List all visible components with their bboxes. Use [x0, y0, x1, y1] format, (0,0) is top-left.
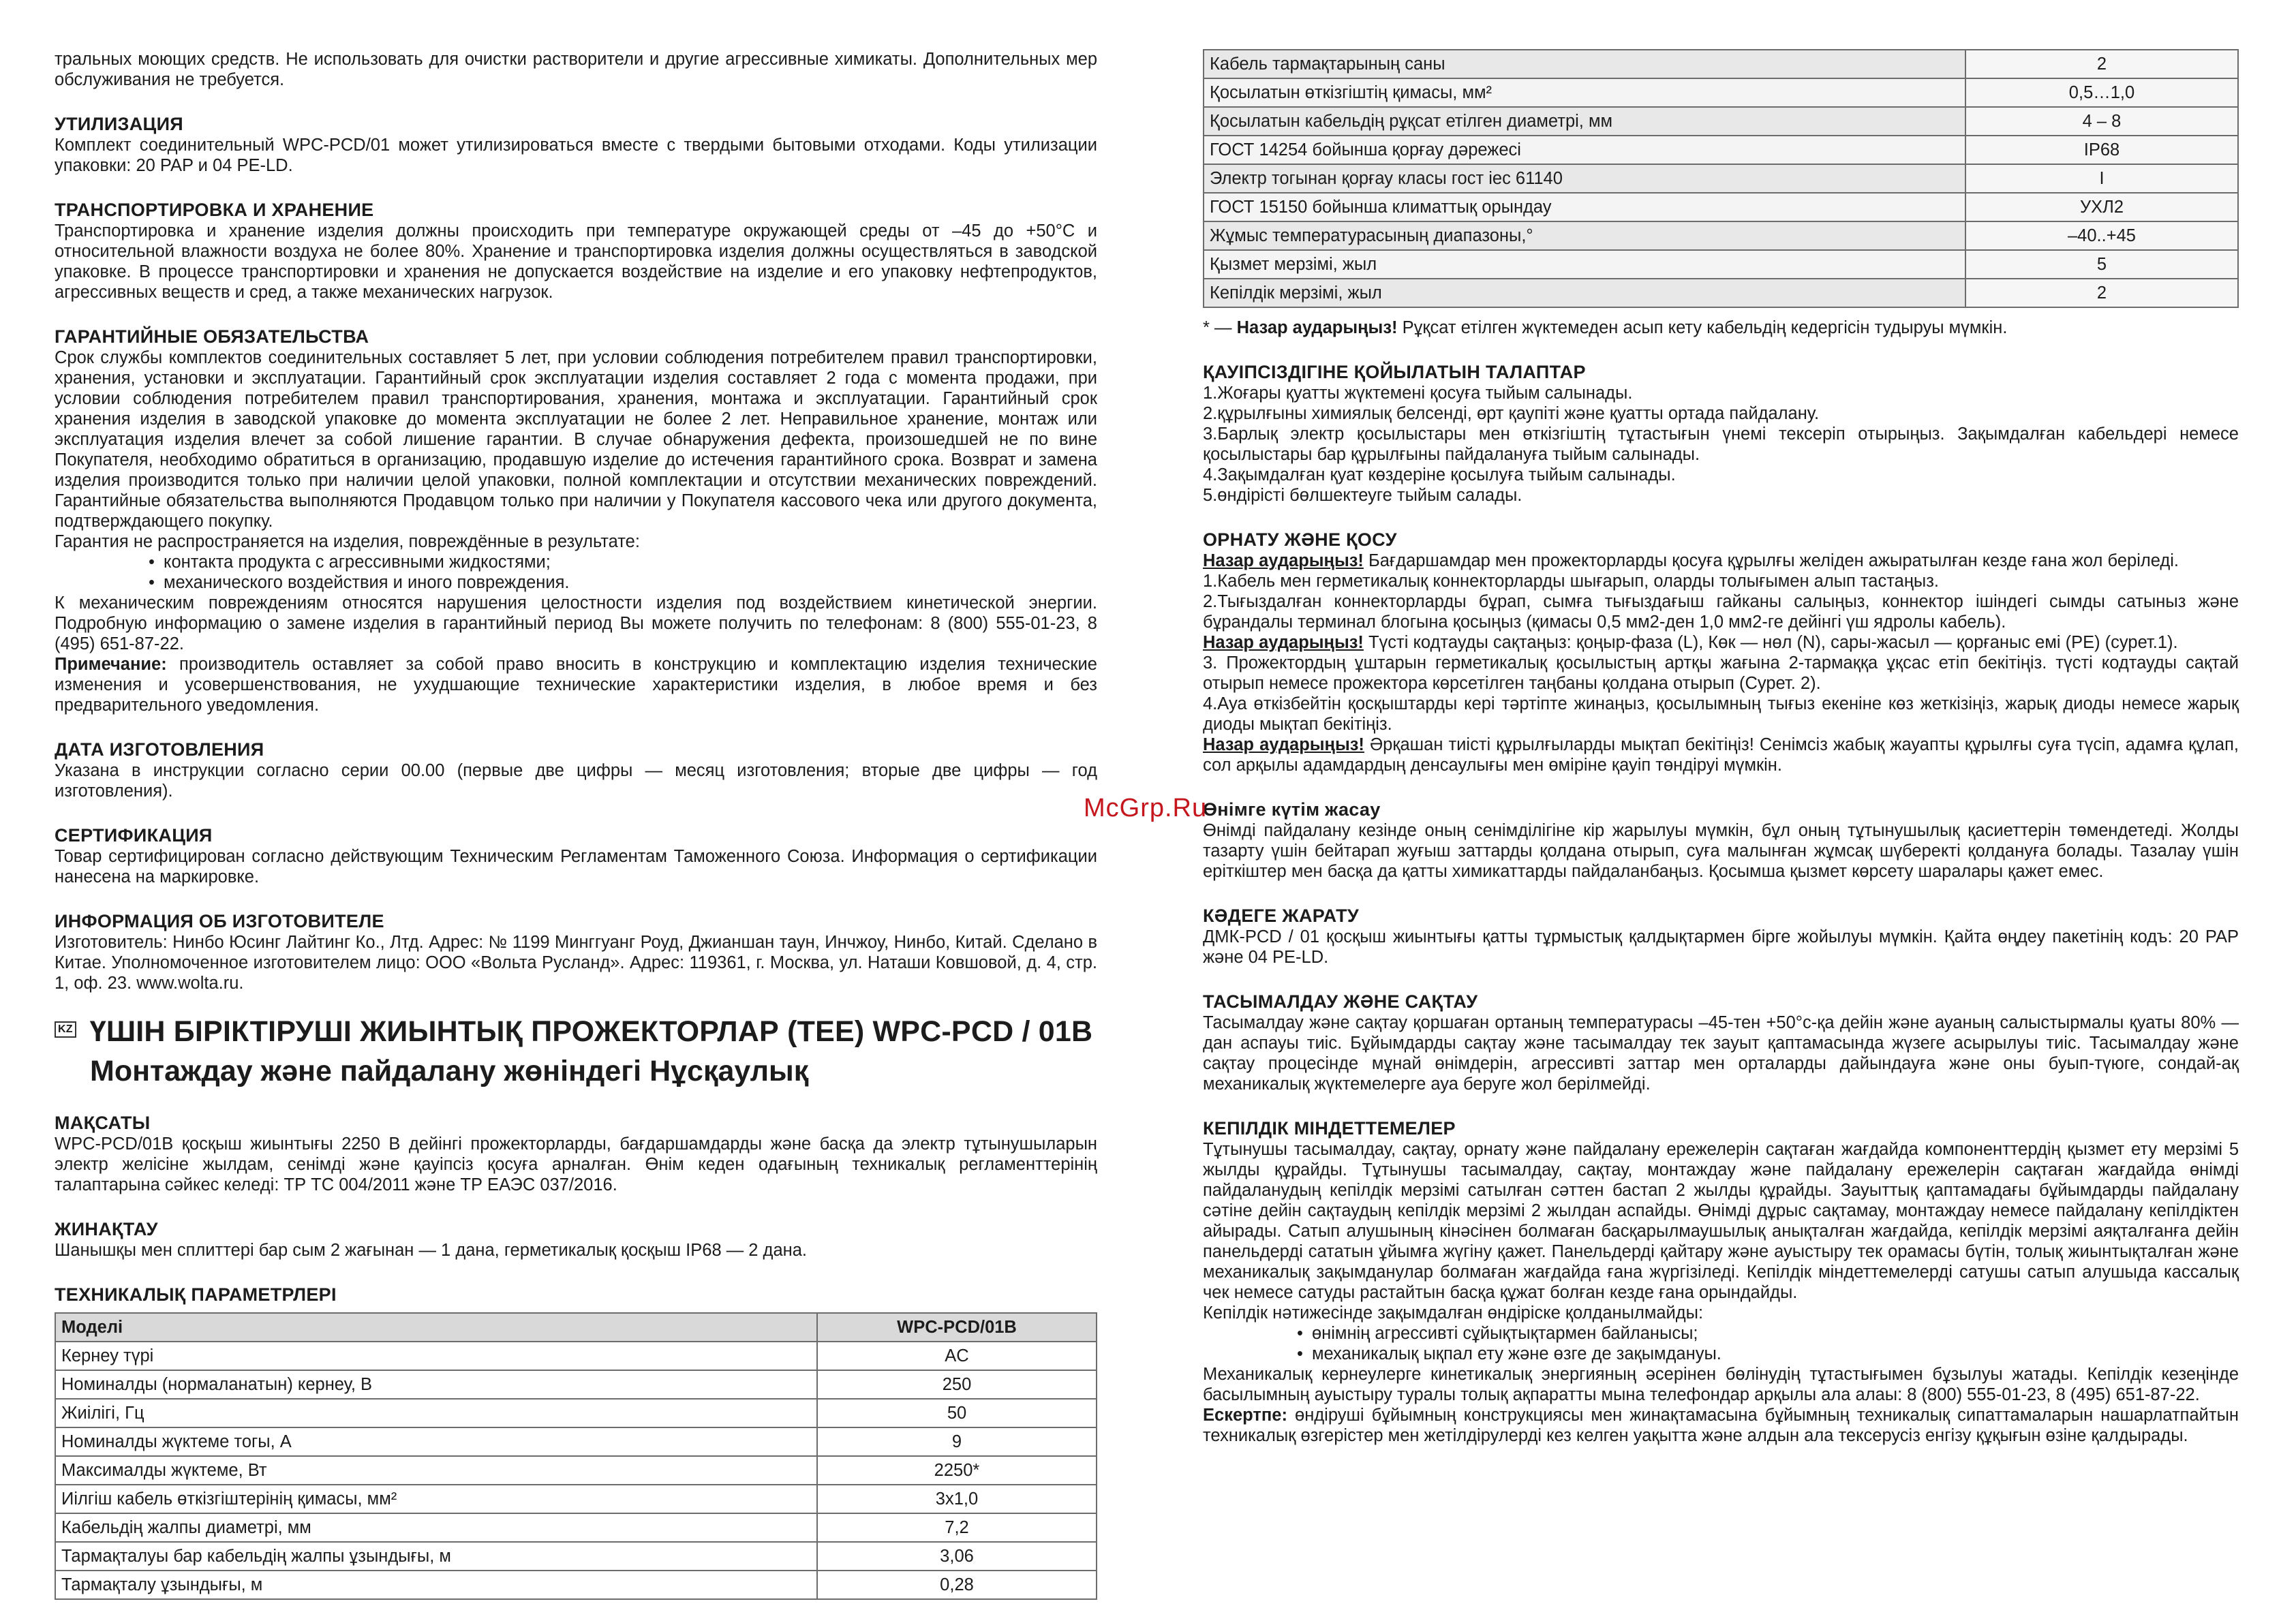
param-label: Кабельдің жалпы диаметрі, мм	[55, 1513, 817, 1542]
param-value: I	[1965, 164, 2238, 193]
table-row	[1204, 50, 2238, 78]
table-row	[1204, 136, 2238, 164]
safety-heading: ҚАУІПСІЗДІГІНЕ ҚОЙЫЛАТЫН ТАЛАПТАР	[1203, 362, 1586, 382]
manufacturer-heading: ИНФОРМАЦИЯ ОБ ИЗГОТОВИТЕЛЕ	[55, 911, 384, 931]
list-item: • механического воздействия и иного повреждения.	[164, 572, 1097, 593]
install-step-1: 1.Кабель мен герметикалық коннекторларды шығарып, оларды толығымен алып тастаңыз.	[1203, 572, 1940, 591]
table-row	[55, 1542, 1097, 1571]
table-header-product: WPC-PCD/01B	[817, 1313, 1097, 1342]
table-row	[1204, 164, 2238, 193]
install-attention-3	[1203, 735, 2239, 775]
kit-text: Шанышқы мен сплиттері бар сым 2 жағынан — 1 дана, герметикалық қосқыш IP68 — 2 дана.	[55, 1241, 807, 1260]
tech-heading: ТЕХНИКАЛЫҚ ПАРАМЕТРЛЕРІ	[55, 1284, 337, 1305]
table-row	[55, 1485, 1097, 1513]
list-item: • механикалық ықпал ету және өзге де зақымдануы.	[1312, 1344, 2239, 1364]
footnote-prefix: * —	[1203, 318, 1237, 337]
table-row	[55, 1427, 1097, 1456]
safety-item: 4.Зақымдалған қуат көздеріне қосылуға тыйым салынады.	[1203, 465, 1676, 484]
disposal-heading: КӘДЕГЕ ЖАРАТУ	[1203, 906, 1360, 926]
attention-label: Назар аударыңыз!	[1203, 551, 1364, 570]
manufacture-date-text: Указана в инструкции согласно серии 00.00 (первые две цифры — месяц изготовления; вторые две цифры — год изготовления).	[55, 761, 1097, 801]
param-label: Қосылатын өткізгіштің қимасы, мм²	[1204, 78, 1965, 107]
manufacturer-text: Изготовитель: Нинбо Юсинг Лайтинг Ко., Лтд. Адрес: № 1199 Минггуанг Роуд, Джианшан таун, Инчжоу, Нинбо, Китай. Сделано в Китае. Уполномоченное изготовителем лицо: ООО «Вольта Русланд». Адрес: 119361, г. Москва, ул. Наташи Ковшовой, д. 4, стр. 1, оф. 23. www.wolta.ru.	[55, 933, 1097, 993]
watermark-logo: McGrp.Ru	[1084, 794, 1208, 822]
param-label: ГОСТ 15150 бойынша климаттық орындау	[1204, 193, 1965, 221]
safety-item: 1.Жоғары қуатты жүктемені қосуға тыйым салынады.	[1203, 384, 1633, 403]
note-text: производитель оставляет за собой право вносить в конструкцию и комплектацию изделия технические изменения и усовершенствования, не ухудшающие технические характеристики изделия, в любое время и без предварительного уведомления.	[55, 655, 1097, 715]
tech-params-table-continued	[1203, 49, 2239, 308]
param-label: Кепілдік мерзімі, жыл	[1204, 279, 1965, 307]
param-value: 2	[1965, 279, 2238, 307]
kit-heading: ЖИНАҚТАУ	[55, 1219, 158, 1239]
warranty-note	[55, 654, 1097, 715]
note-text: өндіруші бұйымның конструкциясы мен жинақтамасына бұйымның техникалық сипаттамаларын нашарлатпайтын техникалық өзгерістер мен жетілдірулерді кез келген уақытта және алдын ала тексерусіз енгізу құқығын өзіне қалдырады.	[1203, 1406, 2239, 1445]
kz-transport-heading: ТАСЫМАЛДАУ ЖӘНЕ САҚТАУ	[1203, 991, 1478, 1012]
certification-heading: СЕРТИФИКАЦИЯ	[55, 825, 213, 846]
table-row	[1204, 78, 2238, 107]
param-label: ГОСТ 14254 бойынша қорғау дәрежесі	[1204, 136, 1965, 164]
transport-heading: ТРАНСПОРТИРОВКА И ХРАНЕНИЕ	[55, 200, 374, 220]
kz-warranty-exclusions-list	[1203, 1323, 2239, 1364]
table-row	[1204, 221, 2238, 250]
attention-label: Назар аударыңыз!	[1203, 735, 1364, 754]
table-footnote	[1203, 318, 2239, 338]
param-label: Тармақталуы бар кабельдің жалпы ұзындығы, м	[55, 1542, 817, 1571]
certification-text: Товар сертифицирован согласно действующим Техническим Регламентам Таможенного Союза. Информация о сертификации нанесена на маркировке.	[55, 847, 1097, 886]
table-row	[55, 1571, 1097, 1599]
intro-text: тральных моющих средств. Не использовать для очистки растворители и другие агрессивные химикаты. Дополнительных мер обслуживания не требуется.	[55, 50, 1097, 89]
care-heading: Өнімге күтім жасау	[1203, 799, 1381, 820]
safety-item: 5.өндірісті бөлшектеуге тыйым салады.	[1203, 486, 1522, 505]
param-value: AC	[817, 1342, 1097, 1370]
param-value: 0,28	[817, 1571, 1097, 1599]
left-column	[55, 49, 1097, 1600]
install-heading: ОРНАТУ ЖӘНЕ ҚОСУ	[1203, 529, 1397, 550]
param-value: IP68	[1965, 136, 2238, 164]
table-row	[55, 1370, 1097, 1399]
param-value: 50	[817, 1399, 1097, 1427]
list-item: • өнімнің агрессивті сұйықтықтармен байланысы;	[1312, 1323, 2239, 1344]
footnote-text: Рұқсат етілген жүктемеден асып кету кабельдің кедергісін тудыруы мүмкін.	[1397, 318, 2008, 337]
tech-params-table	[55, 1312, 1097, 1600]
param-label: Тармақталу ұзындығы, м	[55, 1571, 817, 1599]
kz-warranty-heading: КЕПІЛДІК МІНДЕТТЕМЕЛЕР	[1203, 1118, 1456, 1139]
kz-title: ҮШІН БІРІКТІРУШІ ЖИЫНТЫҚ ПРОЖЕКТОРЛАР (ТЕЕ) WPC-PCD / 01B	[89, 1015, 1093, 1048]
param-label: Жиілігі, Гц	[55, 1399, 817, 1427]
param-value: 2	[1965, 50, 2238, 78]
param-value: 250	[817, 1370, 1097, 1399]
table-row	[1204, 279, 2238, 307]
param-value: 3,06	[817, 1542, 1097, 1571]
param-value: 4 – 8	[1965, 107, 2238, 136]
warranty-exclusions-list	[55, 552, 1097, 593]
param-value: 5	[1965, 250, 2238, 279]
table-row	[55, 1399, 1097, 1427]
kz-warranty-note	[1203, 1405, 2239, 1446]
footnote-attention: Назар аударыңыз!	[1236, 318, 1398, 337]
safety-item: 3.Барлық электр қосылыстары мен өткізгіштің тұтастығын үнемі тексеріп отырыңыз. Зақымдалған кабельдері немесе қосылыстары бар құрылғыны пайдалануға тыйым салынады.	[1203, 424, 2239, 464]
attention-text: Түсті кодтауды сақтаңыз: қоңыр-фаза (L), Көк — нөл (N), сары-жасыл — қорғаныс емі (PE) (сурет.1).	[1363, 633, 2178, 652]
note-label: Примечание:	[55, 655, 167, 674]
right-column	[1203, 49, 2239, 1446]
param-label: Иілгіш кабель өткізгіштерінің қимасы, мм²	[55, 1485, 817, 1513]
note-label: Ескертпе:	[1203, 1406, 1287, 1425]
warranty-heading: ГАРАНТИЙНЫЕ ОБЯЗАТЕЛЬСТВА	[55, 326, 369, 347]
kz-warranty-text-3: Механикалық кернеулерге кинетикалық энергияның әсерінен бөлінудің тұтастығымен бұзылуы жатады. Кепілдік кезеңінде басылымның ауыстыру туралы толық ақпаратты мына телефондар арқылы ала алаы: 8 (800) 555-01-23, 8 (495) 651-87-22.	[1203, 1365, 2239, 1404]
param-label: Жұмыс температурасының диапазоны,°	[1204, 221, 1965, 250]
install-step-4: 4.Ауа өткізбейтін қосқыштарды кері тәртіпте жинаңыз, қосылымның тығыз екеніне көз жеткізіңіз, жарық диоды немесе жарық диоды мықтап бекітіңіз.	[1203, 694, 2239, 734]
table-row	[1204, 107, 2238, 136]
table-header-row	[55, 1313, 1097, 1342]
param-value: –40..+45	[1965, 221, 2238, 250]
kz-language-badge: KZ	[55, 1021, 76, 1038]
param-label: Номиналды (нормаланатын) кернеу, В	[55, 1370, 817, 1399]
utilization-text: Комплект соединительный WPC-PCD/01 может утилизироваться вместе с твердыми бытовыми отходами. Коды утилизации упаковки: 20 PAP и 04 PE-LD.	[55, 136, 1097, 175]
install-attention-2	[1203, 632, 2239, 653]
param-label: Қосылатын кабельдің рұқсат етілген диаметрі, мм	[1204, 107, 1965, 136]
purpose-heading: МАҚСАТЫ	[55, 1113, 151, 1133]
list-item: • контакта продукта с агрессивными жидкостями;	[164, 552, 1097, 572]
safety-item: 2.құрылғыны химиялық белсенді, өрт қаупіті және қуатты ортада пайдалану.	[1203, 404, 1820, 423]
kz-title-line	[55, 1014, 1097, 1049]
table-row	[55, 1456, 1097, 1485]
param-label: Электр тогынан қорғау класы гост iec 61140	[1204, 164, 1965, 193]
install-attention-1	[1203, 551, 2239, 571]
warranty-text-1: Срок службы комплектов соединительных составляет 5 лет, при условии соблюдения потребителем правил транспортировки, хранения, установки и эксплуатации. Гарантийный срок эксплуатации изделия составляет 2 года с момента продажи, при условии соблюдения потребителем правил транспортирования, хранения, монтажа и эксплуатации. Гарантийный срок хранения изделия в заводской упаковке до момента эксплуатации не более 2 лет. Неправильное хранение, монтаж или эксплуатация изделия влечет за собой лишение гарантии. В случае обнаружения дефекта, произошедшей не по вине Покупателя, необходимо обратиться в организацию, продавшую изделие до истечения гарантийного срока. Возврат и замена изделия производится только при наличии целой упаковки, полной комплектации и отсутствии механических повреждений. Гарантийные обязательства выполняются Продавцом только при наличии у Покупателя кассового чека или другого документа, подтверждающего покупку.	[55, 348, 1097, 531]
table-header-model: Моделі	[55, 1313, 817, 1342]
manufacture-date-heading: ДАТА ИЗГОТОВЛЕНИЯ	[55, 739, 264, 760]
param-value: 9	[817, 1427, 1097, 1456]
param-value: 0,5…1,0	[1965, 78, 2238, 107]
table-row	[1204, 250, 2238, 279]
table-row	[55, 1342, 1097, 1370]
param-label: Қызмет мерзімі, жыл	[1204, 250, 1965, 279]
param-value: 2250*	[817, 1456, 1097, 1485]
care-text: Өнімді пайдалану кезінде оның сенімділігіне кір жарылуы мүмкін, бұл оның тұтынушылық қасиеттерін төмендетеді. Жолды тазарту үшін бейтарап жуғыш заттарды қолдана отырып, суға малынған жұмсақ шүберекті қолдануға болады. Тазалау үшін еріткіштер мен басқа да қатты химикаттарды пайдаланбаңыз. Қосымша қызмет көрсету шаралары қажет емес.	[1203, 821, 2239, 881]
table-row	[55, 1513, 1097, 1542]
param-value: УХЛ2	[1965, 193, 2238, 221]
kz-warranty-text-2: Кепілдік нәтижесінде зақымдалған өндіріске қолданылмайды:	[1203, 1303, 1704, 1323]
kz-subtitle: Монтаждау және пайдалану жөніндегі Нұсқаулық	[90, 1055, 809, 1087]
utilization-heading: УТИЛИЗАЦИЯ	[55, 114, 183, 134]
param-label: Кабель тармақтарының саны	[1204, 50, 1965, 78]
param-value: 3х1,0	[817, 1485, 1097, 1513]
param-value: 7,2	[817, 1513, 1097, 1542]
table-row	[1204, 193, 2238, 221]
attention-text: Әрқашан тиісті құрылғыларды мықтап бекітіңіз! Сенімсіз жабық жауапты құрылғы суға түсіп, адамға құлап, сол арқылы адамдардың денсаулығы мен өміріне қауіп төндіруі мүмкін.	[1203, 735, 2239, 775]
warranty-text-2: Гарантия не распространяется на изделия, повреждённые в результате:	[55, 532, 640, 551]
install-step-3: 3. Прожектордың ұштарын герметикалық қосылыстың артқы жағына 2-тармаққа ұқсас етіп бекітіңіз. түсті кодтауды сақтай отырып немесе прожектора көрсетілген таңбаны қолдана отырып (Сурет. 2).	[1203, 653, 2239, 693]
attention-text: Бағдаршамдар мен прожекторларды қосуға құрылғы желіден ажыратылған кезде ғана жол беріледі.	[1363, 551, 2179, 570]
warranty-text-3: К механическим повреждениям относятся нарушения целостности изделия под воздействием кинетической энергии. Подробную информацию о замене изделия в гарантийный период Вы можете получить по телефонам: 8 (800) 555-01-23, 8 (495) 651-87-22.	[55, 593, 1097, 653]
transport-text: Транспортировка и хранение изделия должны происходить при температуре окружающей среды от –45 до +50°С и относительной влажности воздуха не более 80%. Хранение и транспортировка изделия должны осуществляться в заводской упаковке. В процессе транспортировки и хранения не допускается воздействие на изделие и его упаковку нефтепродуктов, агрессивных веществ и сред, а также механических нагрузок.	[55, 221, 1097, 302]
param-label: Номиналды жүктеме тогы, А	[55, 1427, 817, 1456]
kz-title-block	[55, 1014, 1097, 1089]
param-label: Кернеу түрі	[55, 1342, 817, 1370]
attention-label: Назар аударыңыз!	[1203, 633, 1364, 652]
param-label: Максималды жүктеме, Вт	[55, 1456, 817, 1485]
disposal-text: ДМК-PCD / 01 қосқыш жиынтығы қатты тұрмыстық қалдықтармен бірге жойылуы мүмкін. Қайта өңдеу пакетінің кодъ: 20 PAP және 04 PE-LD.	[1203, 927, 2239, 967]
kz-warranty-text-1: Тұтынушы тасымалдау, сақтау, орнату және пайдалану ережелерін сақтаған жағдайда компоненттердің қызмет ету мерзімі 5 жылды құрайды. Тұтынушы тасымалдау, сақтау, монтаждау және пайдалану ережелерін сақтаған жағдайда өнімді пайдаланудың кепілдік мерзімі сатылған сәттен бастап 2 жылды құрайды. Зауыттық қаптамадағы бұйымдарды пайдалану сәтіне дейін сақтаудың кепілдік мерзімі 2 жылдан аспайды. Өнімді дұрыс сақтамау, монтаждау немесе пайдалану кепілдіктен айырады. Сатып алушының кінәсінен болмаған басқарылмаушылық анықталған жағдайда, кепілдік мерзімі аяқталғанға дейін панельдерді сататын ұйымға жүгіну қажет. Панельдерді қайтару және ауыстыру тек орамасы бүтін, толық жиынтықталған және механикалық зақымданулар болмаған жағдайда ғана жүргізіледі. Кепілдік міндеттемелерді сатушы сатып алушыда кассалық чек немесе сатуды растайтын басқа құжат болған кезде ғана орындайды.	[1203, 1140, 2239, 1302]
install-step-2: 2.Тығыздалған коннекторларды бұрап, сымға тығыздағыш гайканы салыңыз, коннектор ішіндегі сымды сатыныз және бұрандалы терминал блогына қосыңыз (қимасы 0,5 мм2-ден 1,0 мм2-ге дейінгі үш ядролы кабель).	[1203, 592, 2239, 632]
purpose-text: WPC-PCD/01B қосқыш жиынтығы 2250 В дейінгі прожекторларды, бағдаршамдарды және басқа да электр тұтынушыларын электр желісіне жылдам, сенімді және қауіпсіз қосуға арналған. Өнім кеден одағының техникалық регламенттерінің талаптарына сәйкес келеді: ТР ТС 004/2011 және ТР ЕАЭС 037/2016.	[55, 1134, 1097, 1194]
kz-transport-text: Тасымалдау және сақтау қоршаған ортаның температурасы –45-тен +50°с-қа дейін және ауаның салыстырмалы қуаты 80% — дан аспауы тиіс. Бұйымдарды сақтау және тасымалдау тек зауыт қаптамасында жүзеге асырылуы тиіс. Тасымалдау және сақтау процесінде мұнай өнімдерін, агрессивті заттар мен орталарды дайындауға және оны буып-түюге, сондай-ақ механикалық жүктемелерге ауа беруге жол берілмейді.	[1203, 1013, 2239, 1094]
